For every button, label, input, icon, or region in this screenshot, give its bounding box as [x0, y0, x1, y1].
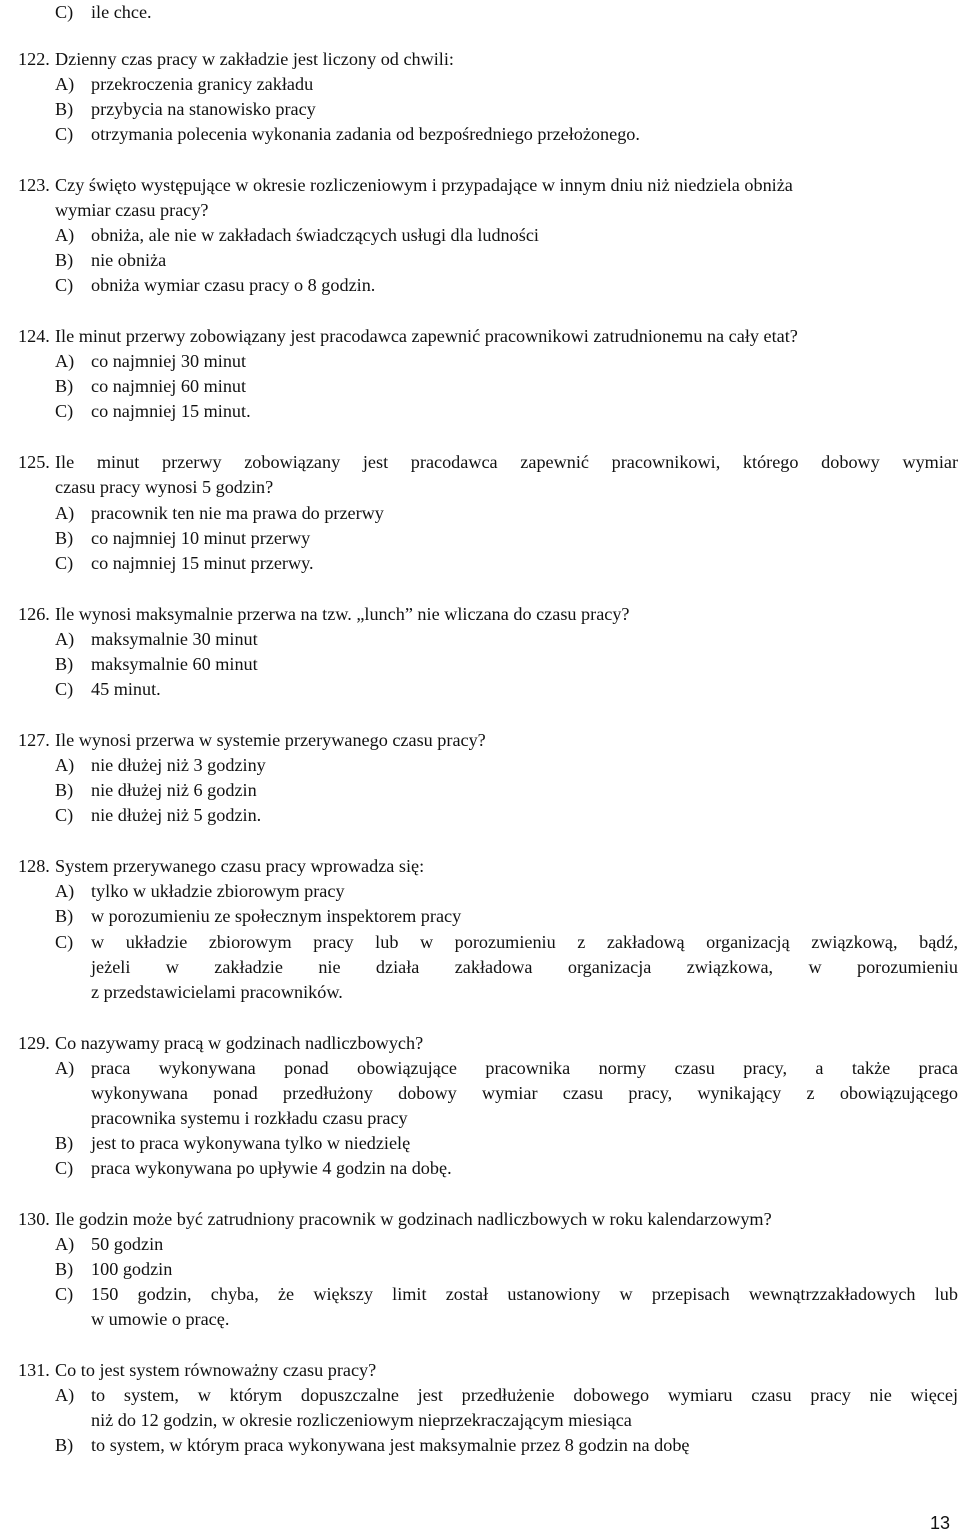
question-text-125-line1: Ile minut przerwy zobowiązany jest pracodawca zapewnić pracownikowi, którego dobowy wymiar — [55, 452, 958, 472]
option-text: obniża, ale nie w zakładach świadczących usługi dla ludności — [91, 225, 539, 245]
q129-option-c — [55, 1156, 452, 1181]
q124-option-c — [55, 399, 251, 424]
option-text: maksymalnie 30 minut — [91, 629, 258, 649]
q122-option-b — [55, 97, 316, 122]
option-label: C) — [55, 553, 74, 573]
q129-option-a-line2: wykonywana ponad przedłużony dobowy wymiar czasu pracy, wynikający z obowiązującego — [91, 1083, 958, 1103]
q127-option-c — [55, 803, 261, 828]
option-text: jest to praca wykonywana tylko w niedzielę — [91, 1133, 411, 1153]
q130-option-a — [55, 1232, 163, 1257]
question-number-122: 122. — [18, 49, 50, 69]
option-label: B) — [55, 906, 74, 926]
page-number: 13 — [929, 1513, 950, 1533]
option-label: B) — [55, 654, 74, 674]
option-label: B) — [55, 1133, 74, 1153]
option-label: B) — [55, 99, 74, 119]
q128-option-a — [55, 879, 345, 904]
question-text-124: Ile minut przerwy zobowiązany jest pracodawca zapewnić pracownikowi zatrudnionemu na cały etat? — [55, 326, 798, 346]
option-label: C) — [55, 2, 74, 22]
question-number-127: 127. — [18, 730, 50, 750]
question-number-126: 126. — [18, 604, 50, 624]
option-label: B) — [55, 250, 74, 270]
question-text-125-line2: czasu pracy wynosi 5 godzin? — [55, 477, 274, 497]
option-label: B) — [55, 1435, 74, 1455]
option-label: C) — [55, 124, 74, 144]
q126-option-b — [55, 652, 258, 677]
question-text-126: Ile wynosi maksymalnie przerwa na tzw. „lunch” nie wliczana do czasu pracy? — [55, 604, 630, 624]
q130-option-c-label: C) — [55, 1284, 74, 1304]
question-text-123-line1: Czy święto występujące w okresie rozliczeniowym i przypadające w innym dniu niż niedziela obniża — [55, 175, 793, 195]
option-text: otrzymania polecenia wykonania zadania od bezpośredniego przełożonego. — [91, 124, 640, 144]
option-text: nie obniża — [91, 250, 167, 270]
option-text: tylko w układzie zbiorowym pracy — [91, 881, 345, 901]
q131-option-a-line2: niż do 12 godzin, w okresie rozliczeniowym nieprzekraczającym miesiąca — [91, 1410, 632, 1430]
question-text-131: Co to jest system równoważny czasu pracy? — [55, 1360, 377, 1380]
q128-option-c-label: C) — [55, 932, 74, 952]
option-text: 50 godzin — [91, 1234, 164, 1254]
option-text: 100 godzin — [91, 1259, 173, 1279]
q126-option-a — [55, 627, 258, 652]
option-text: co najmniej 10 minut przerwy — [91, 528, 311, 548]
option-text: co najmniej 15 minut przerwy. — [91, 553, 314, 573]
option-label: A) — [55, 1234, 75, 1254]
q127-option-b — [55, 778, 257, 803]
option-label: C) — [55, 1158, 74, 1178]
q126-option-c — [55, 677, 161, 702]
q124-option-a — [55, 349, 246, 374]
q127-option-a — [55, 753, 266, 778]
option-label: C) — [55, 275, 74, 295]
q128-option-c-line2: jeżeli w zakładzie nie działa zakładowa organizacja związkowa, w porozumieniu — [91, 957, 958, 977]
question-text-129: Co nazywamy pracą w godzinach nadliczbowych? — [55, 1033, 424, 1053]
q130-option-c-line1: 150 godzin, chyba, że większy limit został ustanowiony w przepisach wewnątrzzakładowych lub — [91, 1284, 958, 1304]
q128-option-b — [55, 904, 461, 929]
option-label: A) — [55, 225, 75, 245]
option-text: przybycia na stanowisko pracy — [91, 99, 316, 119]
option-text: co najmniej 60 minut — [91, 376, 247, 396]
option-label: A) — [55, 503, 75, 523]
question-number-123: 123. — [18, 175, 50, 195]
option-label: A) — [55, 74, 75, 94]
question-number-130: 130. — [18, 1209, 50, 1229]
option-label: C) — [55, 805, 74, 825]
q129-option-a-line3: pracownika systemu i rozkładu czasu pracy — [91, 1108, 408, 1128]
q129-option-a-line1: praca wykonywana ponad obowiązujące pracownika normy czasu pracy, a także praca — [91, 1058, 958, 1078]
question-text-128: System przerywanego czasu pracy wprowadza się: — [55, 856, 425, 876]
option-label: A) — [55, 755, 75, 775]
option-label: C) — [55, 401, 74, 421]
option-text: maksymalnie 60 minut — [91, 654, 258, 674]
option-label: A) — [55, 351, 75, 371]
option-text: praca wykonywana po upływie 4 godzin na dobę. — [91, 1158, 452, 1178]
q130-option-b — [55, 1257, 172, 1282]
q122-option-a — [55, 72, 313, 97]
question-number-128: 128. — [18, 856, 50, 876]
option-text: nie dłużej niż 5 godzin. — [91, 805, 262, 825]
q131-option-a-line1: to system, w którym dopuszczalne jest przedłużenie dobowego wymiaru czasu pracy nie więcej — [91, 1385, 958, 1405]
option-text: przekroczenia granicy zakładu — [91, 74, 314, 94]
option-text: w porozumieniu ze społecznym inspektorem pracy — [91, 906, 462, 926]
q124-option-b — [55, 374, 246, 399]
option-label: A) — [55, 629, 75, 649]
option-label: B) — [55, 1259, 74, 1279]
option-label: B) — [55, 376, 74, 396]
option-label: B) — [55, 528, 74, 548]
option-text: co najmniej 15 minut. — [91, 401, 251, 421]
q123-option-b — [55, 248, 166, 273]
q131-option-a-label: A) — [55, 1385, 75, 1405]
option-label: B) — [55, 780, 74, 800]
option-text: nie dłużej niż 6 godzin — [91, 780, 257, 800]
q122-option-c — [55, 122, 640, 147]
question-text-122: Dzienny czas pracy w zakładzie jest liczony od chwili: — [55, 49, 454, 69]
q128-option-c-line1: w układzie zbiorowym pracy lub w porozumieniu z zakładową organizacją związkową, bądź, — [91, 932, 958, 952]
q125-option-c — [55, 551, 314, 576]
q125-option-b — [55, 526, 310, 551]
q129-option-b — [55, 1131, 410, 1156]
q130-option-c-line2: w umowie o pracę. — [91, 1309, 230, 1329]
question-number-124: 124. — [18, 326, 50, 346]
option-text: 45 minut. — [91, 679, 161, 699]
option-label: C) — [55, 679, 74, 699]
question-text-130: Ile godzin może być zatrudniony pracownik w godzinach nadliczbowych w roku kalendarzowym? — [55, 1209, 772, 1229]
option-text: ile chce. — [91, 2, 152, 22]
q131-option-b — [55, 1433, 690, 1458]
question-text-123-line2: wymiar czasu pracy? — [55, 200, 209, 220]
option-text: co najmniej 30 minut — [91, 351, 247, 371]
question-number-131: 131. — [18, 1360, 50, 1380]
q128-option-c-line3: z przedstawicielami pracowników. — [91, 982, 343, 1002]
question-number-125: 125. — [18, 452, 50, 472]
question-text-127: Ile wynosi przerwa w systemie przerywanego czasu pracy? — [55, 730, 486, 750]
option-text: nie dłużej niż 3 godziny — [91, 755, 266, 775]
q125-option-a — [55, 501, 384, 526]
q121-option-c — [55, 0, 152, 25]
q123-option-a — [55, 223, 539, 248]
option-label: A) — [55, 881, 75, 901]
q129-option-a-label: A) — [55, 1058, 75, 1078]
option-text: pracownik ten nie ma prawa do przerwy — [91, 503, 384, 523]
option-text: obniża wymiar czasu pracy o 8 godzin. — [91, 275, 376, 295]
question-number-129: 129. — [18, 1033, 50, 1053]
q123-option-c — [55, 273, 375, 298]
option-text: to system, w którym praca wykonywana jest maksymalnie przez 8 godzin na dobę — [91, 1435, 690, 1455]
